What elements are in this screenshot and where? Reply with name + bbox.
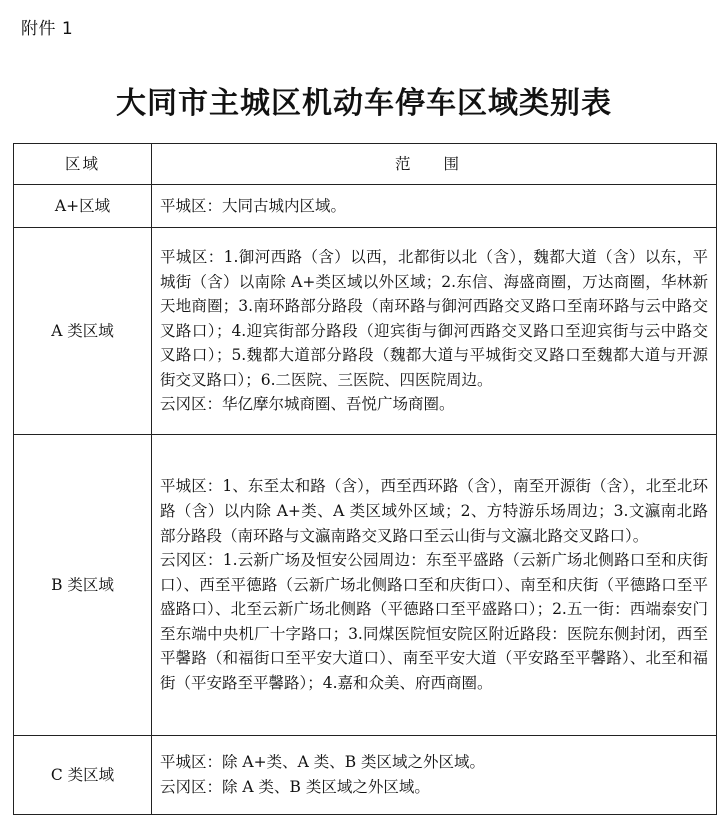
zone-range [152,435,717,736]
zone-name: B 类区域 [14,435,152,736]
header-zone: 区域 [14,144,152,185]
parking-zone-table [13,143,717,815]
range-text-pingcheng: 平城区：1、东至太和路（含），西至西环路（含），南至开源街（含），北至北环路（含）以内除 A+类、A 类区域外区域；2、方特游乐场周边；3.文瀛南北路部分路段（南环路与文瀛南路交叉路口至云山街与文瀛北路交叉路口）。 [160,477,708,545]
range-text-yungang: 云冈区：1.云新广场及恒安公园周边：东至平盛路（云新广场北侧路口至和庆街口）、西至平德路（云新广场北侧路口至和庆街口）、南至和庆街（平德路口至平盛路口）、北至云新广场北侧路（平德路口至平盛路口）；2.五一街：西端泰安门至东端中央机厂十字路口；3.同煤医院恒安院区附近路段：医院东侧封闭，西至平馨路（和福街口至平安大道口）、南至平安大道（平安路至平馨路）、北至和福街（平安路至平馨路）；4.嘉和众美、府西商圈。 [160,551,708,693]
zone-range [152,736,717,815]
zone-range [152,228,717,435]
zone-name: A 类区域 [14,228,152,435]
zone-name: C 类区域 [14,736,152,815]
table-row-a-plus [14,185,717,228]
range-text-pingcheng: 平城区：1.御河西路（含）以西，北都街以北（含），魏都大道（含）以东，平城街（含）以南除 A+类区域以外区域；2.东信、海盛商圈，万达商圈，华林新天地商圈；3.南环路部分路段（南环路与御河西路交叉路口至南环路与云中路交叉路口）；4.迎宾街部分路段（迎宾街与御河西路交叉路口至迎宾街与云中路交叉路口）；5.魏都大道部分路段（魏都大道与平城街交叉路口至魏都大道与开源街交叉路口）；6.二医院、三医院、四医院周边。 [160,247,708,389]
annex-label: 附件 1 [21,19,74,39]
table-row-c [14,736,717,815]
table-row-a [14,228,717,435]
range-text: 平城区：大同古城内区域。 [160,196,347,215]
range-text-yungang: 云冈区：除 A 类、B 类区域之外区域。 [160,778,430,796]
table-row-b [14,435,717,736]
range-text-pingcheng: 平城区：除 A+类、A 类、B 类区域之外区域。 [160,753,486,772]
document-title: 大同市主城区机动车停车区域类别表 [116,86,612,121]
header-range: 范 围 [152,144,717,185]
range-text-yungang: 云冈区：华亿摩尔城商圈、吾悦广场商圈。 [160,395,455,414]
zone-range [152,185,717,228]
table-header-row [14,144,717,185]
zone-name: A+区域 [14,185,152,228]
